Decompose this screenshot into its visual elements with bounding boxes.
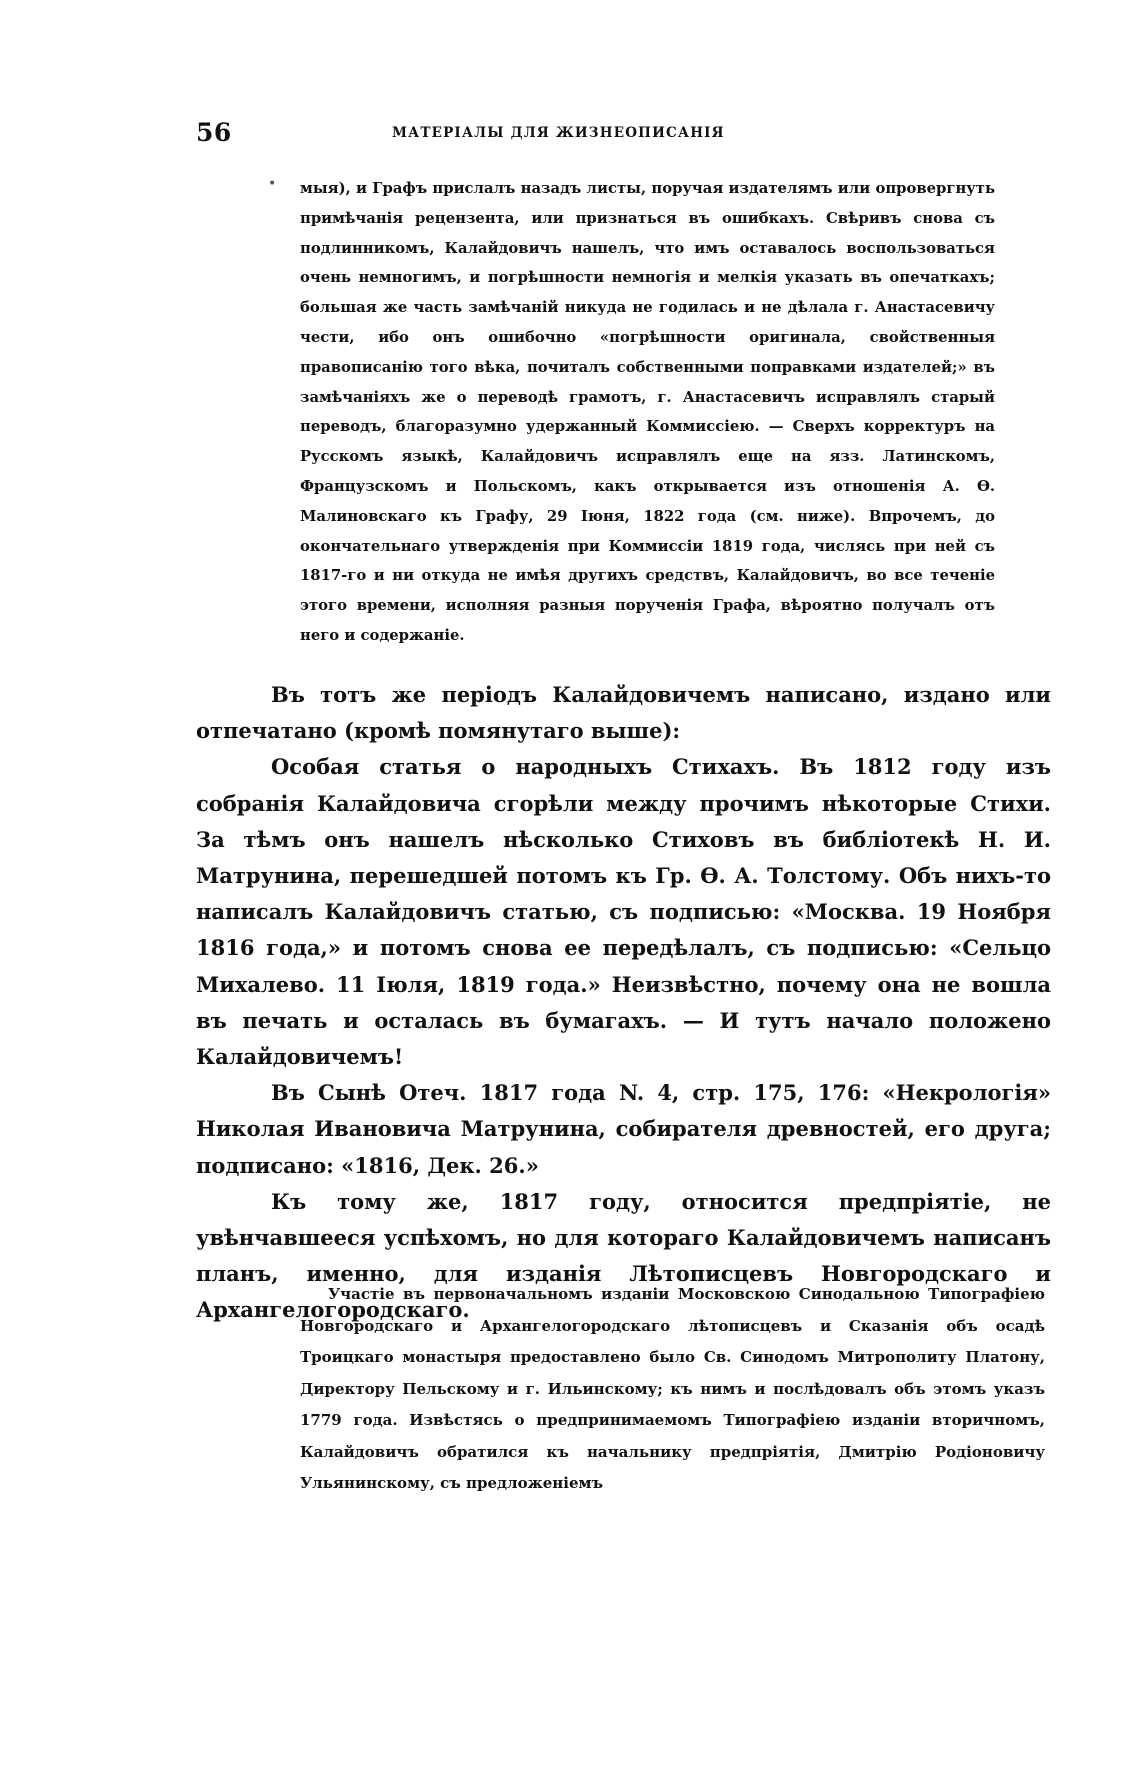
paragraph-chronicles: Къ тому же, 1817 году, относится предпріятіе, не увѣнчавшееся успѣхомъ, но для котораго Калайдовичемъ написанъ планъ, именно, для изданія Лѣтописцевъ Новгородскаго и Архангелогородскаго. bbox=[196, 1188, 1051, 1323]
paragraph-intro: Въ тотъ же періодъ Калайдовичемъ написано, издано или отпечатано (кромѣ помянутаго выше): bbox=[196, 682, 1051, 744]
running-title: МАТЕРІАЛЫ ДЛЯ ЖИЗНЕОПИСАНІЯ bbox=[392, 125, 725, 141]
footnote-top bbox=[300, 174, 995, 651]
running-head bbox=[196, 118, 806, 152]
footnote-bottom-text: Участіе въ первоначальномъ изданіи Московскою Синодальною Типографіею Новгородскаго и Архангелогородскаго лѣтописцевъ и Сказанія объ осадѣ Троицкаго монастыря предоставлено было Св. Синодомъ Митрополиту Платону, Директору Пельскому и г. Ильинскому; къ нимъ и послѣдовалъ объ этомъ указъ 1779 года. Извѣстясь о предпринимаемомъ Типографіею изданіи вторичномъ, Калайдовичъ обратился къ начальнику предпріятія, Дмитрію Родіоновичу Ульянинскому, съ предложеніемъ bbox=[300, 1285, 1045, 1492]
margin-mark: • bbox=[268, 176, 277, 192]
footnote-top-text: мыя), и Графъ прислалъ назадъ листы, поручая издателямъ или опровергнуть примѣчанія рецензента, или признаться въ ошибкахъ. Свѣривъ снова съ подлинникомъ, Калайдовичъ нашелъ, что имъ оставалось воспользоваться очень немногимъ, и погрѣшности немногія и мелкія указать въ опечаткахъ; большая же часть замѣчаній никуда не годилась и не дѣлала г. Анастасевичу чести, ибо онъ ошибочно «погрѣшности оригинала, свойственныя правописанію того вѣка, почиталъ собственными поправками издателей;» въ замѣчаніяхъ же о переводѣ грамотъ, г. Анастасевичъ исправлялъ старый переводъ, благоразумно удержанный Коммиссіею. — Сверхъ корректуръ на Русскомъ языкѣ, Калайдовичъ исправлялъ еще на язз. Латинскомъ, Французскомъ и Польскомъ, какъ открывается изъ отношенія А. Ѳ. Малиновскаго къ Графу, 29 Іюня, 1822 года (см. ниже). Впрочемъ, до окончательнаго утвержденія при Коммиссіи 1819 года, числясь при ней съ 1817-го и ни откуда не имѣя другихъ средствъ, Калайдовичъ, во все теченіе этого времени, исполняя разныя порученія Графа, вѣроятно получалъ отъ него и содержаніе. bbox=[300, 180, 995, 644]
footnote-bottom bbox=[300, 1279, 1045, 1500]
paragraph-necrology: Въ Сынѣ Отеч. 1817 года N. 4, стр. 175, 176: «Некрологія» Николая Ивановича Матрунина, собирателя древностей, его друга; подписано: «1816, Дек. 26.» bbox=[196, 1080, 1051, 1178]
paragraph-folk-verses: Особая статья о народныхъ Стихахъ. Въ 1812 году изъ собранія Калайдовича сгорѣли между прочимъ нѣкоторые Стихи. За тѣмъ онъ нашелъ нѣсколько Стиховъ въ библіотекѣ Н. И. Матрунина, перешедшей потомъ къ Гр. Ѳ. А. Толстому. Объ нихъ-то написалъ Калайдовичъ статью, съ подписью: «Москва. 19 Ноября 1816 года,» и потомъ снова ее передѣлалъ, съ подписью: «Сельцо Михалево. 11 Іюля, 1819 года.» Неизвѣстно, почему она не вошла въ печать и осталась въ бумагахъ. — И тутъ начало положено Калайдовичемъ! bbox=[196, 754, 1051, 1070]
main-text bbox=[196, 677, 1051, 1329]
page-number: 56 bbox=[196, 118, 232, 147]
